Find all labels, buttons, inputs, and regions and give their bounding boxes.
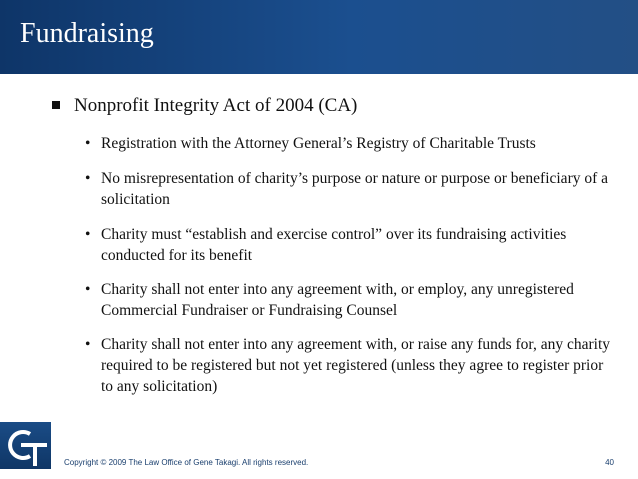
sub-bullet-text: Charity shall not enter into any agreement with, or employ, any unregistered Commercial Fundraiser or Fundraising Counsel <box>101 281 574 319</box>
sub-bullet <box>85 133 615 154</box>
gt-logo-icon <box>0 422 51 469</box>
sub-bullet-text: Charity must “establish and exercise control” over its fundraising activities conducted for its benefit <box>101 226 567 264</box>
bullet-dot: • <box>85 170 91 187</box>
slide-header <box>0 0 638 74</box>
sub-bullet <box>85 224 615 266</box>
sub-bullet-text: Charity shall not enter into any agreement with, or raise any funds for, any charity required to be registered but not yet registered (unless they agree to register prior to any solicitation) <box>101 336 611 395</box>
bullet-dot: • <box>85 281 91 298</box>
gt-logo-graphic <box>0 422 51 469</box>
bullet-dot: • <box>85 336 91 353</box>
sub-bullet-text: Registration with the Attorney General’s Registry of Charitable Trusts <box>101 135 536 152</box>
bullet-dot: • <box>85 135 91 152</box>
page-number: 40 <box>605 458 614 467</box>
main-bullet <box>52 94 357 118</box>
bullet-dot: • <box>85 226 91 243</box>
sub-bullet-text: No misrepresentation of charity’s purpose or nature or purpose or beneficiary of a solicitation <box>101 170 609 208</box>
sub-bullet <box>85 334 615 397</box>
slide-title: Fundraising <box>20 18 154 49</box>
main-bullet-text: Nonprofit Integrity Act of 2004 (CA) <box>74 95 358 116</box>
sub-bullet <box>85 279 615 321</box>
square-bullet-icon <box>52 101 60 109</box>
footer-copyright: Copyright © 2009 The Law Office of Gene Takagi. All rights reserved. <box>64 458 309 467</box>
sub-bullet <box>85 168 615 210</box>
